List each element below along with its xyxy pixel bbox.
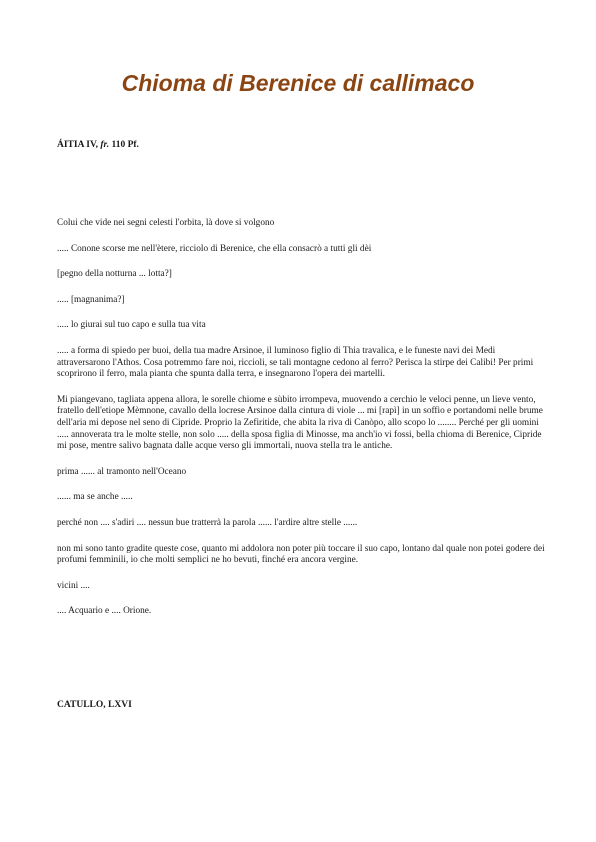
heading-main: ÁITIA IV,	[57, 140, 99, 150]
paragraph: [pegno della notturna ... lotta?]	[57, 269, 172, 280]
paragraph: ..... [magnanima?]	[57, 294, 125, 305]
paragraph: non mi sono tanto gradite queste cose, quanto mi addolora non poter più toccare il suo capo, lontano dal quale non potei godere dei profumi femminili, io che molti semplici ne ho bevuti, finché era ancora vergine.	[57, 543, 545, 566]
paragraph: perché non .... s'adiri .... nessun bue tratterrà la parola ...... l'ardire altre stelle ......	[57, 517, 358, 528]
paragraph: Colui che vide nei segni celesti l'orbita, là dove si volgono	[57, 218, 275, 228]
heading-italic: fr.	[100, 140, 110, 150]
paragraph: Mi piangevano, tagliata appena allora, le sorelle chiome e sùbito irrompeva, muovendo a cerchio le veloci penne, un lieve vento, fratello dell'etiope Mèmnone, cavallo della locrese Arsinoe dalla cintura di viole ... mi [rapì] in un soffio e portandomi nelle brume dell'aria mi depose nel seno di Cipride. Proprio la Zefiritide, che abita la riva di Canòpo, allo scopo lo ........ Perché per gli uomini ..... annoverata tra le molte stelle, non solo ..... della sposa figlia di Minosse, ma anch'io vi fossi, bella chioma di Berenice, Cipride mi pose, mentre salivo bagnata dalle acque verso gli immortali, nuova stella tra le antiche.	[57, 394, 543, 452]
section-heading-catullo: CATULLO, LXVI	[57, 700, 132, 710]
paragraph: ...... ma se anche .....	[57, 492, 133, 503]
page-title: Chioma di Berenice di callimaco	[121, 70, 475, 96]
paragraph: vicini ....	[57, 580, 90, 591]
paragraph: ..... lo giurai sul tuo capo e sulla tua vita	[57, 320, 206, 331]
section-heading-aitia	[57, 140, 139, 150]
paragraph: ..... Conone scorse me nell'ètere, ricciolo di Berenice, che ella consacrò a tutti gli dèi	[57, 243, 372, 254]
paragraph: .... Acquario e .... Orione.	[57, 606, 152, 617]
poem-body	[57, 218, 547, 632]
paragraph: prima ...... al tramonto nell'Oceano	[57, 466, 187, 477]
heading-tail: 110 Pf.	[111, 140, 139, 150]
paragraph: ..... a forma di spiedo per buoi, della tua madre Arsinoe, il luminoso figlio di Thia travalica, e le funeste navi dei Medi attraversarono l'Athos. Cosa potremmo fare noi, riccioli, se tali montagne cedono al ferro? Perisca la stirpe dei Calibi! Per primi scoprirono il ferro, mala pianta che spunta dalla terra, e insegnarono l'opera dei martelli.	[57, 345, 534, 380]
